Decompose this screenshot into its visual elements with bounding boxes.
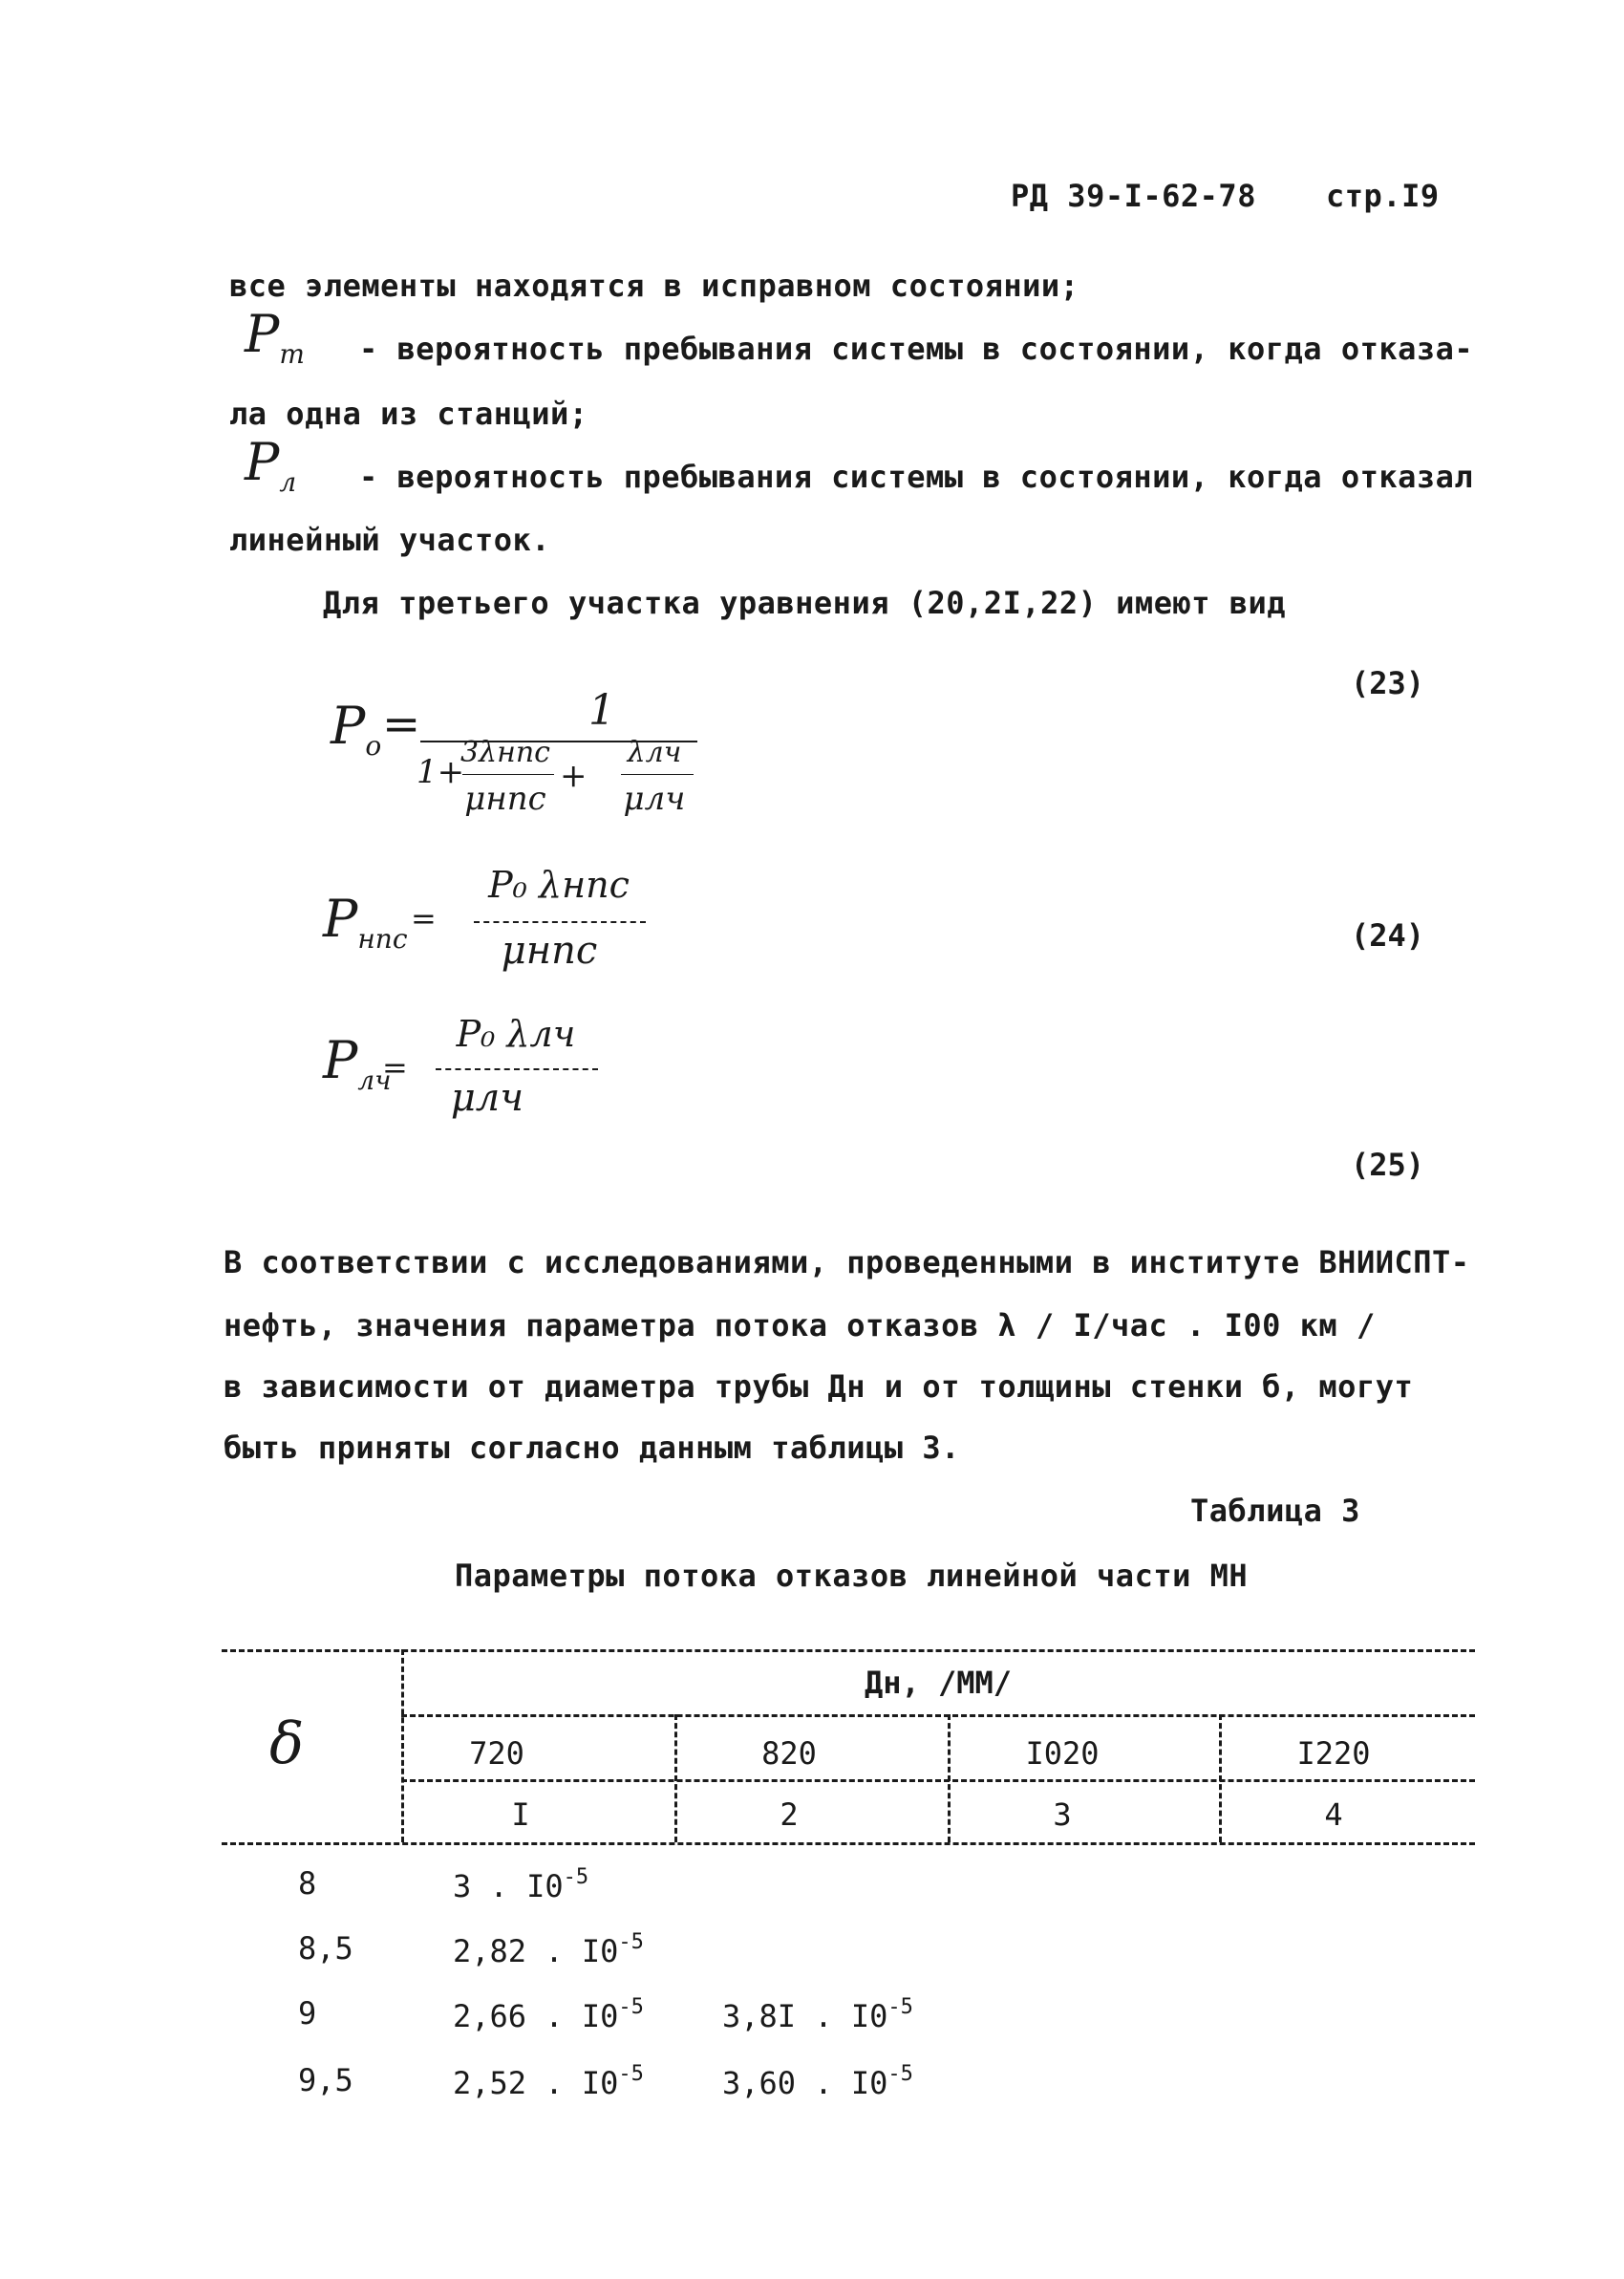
- value-mantissa: 3 . I0: [453, 1868, 564, 1904]
- table-rule-numbers-top: [401, 1779, 1475, 1782]
- equation-number-24: (24): [1351, 917, 1425, 954]
- group-header: Дн, /ММ/: [864, 1665, 1013, 1701]
- intro-line: все элементы находятся в исправном состоянии;: [229, 268, 1079, 304]
- page-number: стр.I9: [1326, 178, 1440, 214]
- eq23-denominator-prefix: 1+: [417, 753, 465, 791]
- lhs-base: P: [331, 696, 366, 756]
- diameter-cell: I020: [1025, 1735, 1100, 1772]
- eq25-denominator: μлч: [450, 1076, 524, 1120]
- eq23-term1-bar: [462, 774, 554, 775]
- thickness-cell: 9: [298, 1995, 317, 2032]
- body-line: нефть, значения параметра потока отказов λ / I/час . I00 км /: [224, 1307, 1376, 1344]
- lhs-base: P: [323, 1030, 358, 1090]
- eq23-term2-denominator: μлч: [623, 780, 686, 818]
- eq25-lhs: [323, 1030, 392, 1096]
- column-number-cell: 3: [1053, 1796, 1072, 1833]
- value-mantissa: 2,66 . I0: [453, 1998, 619, 2034]
- eq24-fraction-bar: [474, 921, 646, 923]
- eq25-equals: =: [382, 1049, 408, 1086]
- lhs-subscript: нпс: [357, 923, 408, 955]
- eq23-term1-denominator: μнпс: [464, 780, 546, 818]
- column-number-cell: 4: [1324, 1796, 1343, 1833]
- equation-number-25: (25): [1351, 1147, 1425, 1183]
- thickness-cell: 8: [298, 1865, 317, 1902]
- value-exponent: -5: [887, 1995, 913, 2019]
- value-exponent: -5: [618, 2062, 644, 2086]
- equation-number-23: (23): [1351, 665, 1425, 701]
- body-line: быть приняты согласно данным таблицы 3.: [224, 1430, 960, 1466]
- eq23-plus: +: [560, 757, 588, 795]
- thickness-cell: 8,5: [298, 1930, 353, 1967]
- value-exponent: -5: [887, 2062, 913, 2086]
- symbol-base: P: [245, 432, 280, 492]
- diameter-cell: 820: [761, 1735, 817, 1772]
- value-exponent: -5: [563, 1865, 589, 1889]
- column-number-cell: 2: [780, 1796, 799, 1833]
- symbol-base: P: [245, 304, 280, 364]
- eq24-numerator: P₀ λнпс: [488, 864, 630, 906]
- lhs-subscript: о: [365, 730, 382, 762]
- eq24-denominator: μнпс: [501, 929, 598, 973]
- body-line: в зависимости от диаметра трубы Дн и от толщины стенки б, могут: [224, 1368, 1414, 1405]
- lhs-subscript: лч: [357, 1064, 392, 1096]
- symbol-p-t: [245, 304, 305, 370]
- value-mantissa: 3,60 . I0: [722, 2065, 888, 2101]
- value-cell: [722, 1995, 913, 2034]
- symbol-subscript: т: [279, 338, 305, 370]
- value-cell: [453, 2062, 644, 2101]
- value-cell: [453, 1930, 644, 1969]
- symbol-subscript: л: [279, 466, 297, 498]
- value-exponent: -5: [618, 1930, 644, 1954]
- delta-symbol: δ: [269, 1710, 305, 1777]
- thickness-cell: 9,5: [298, 2062, 353, 2098]
- value-mantissa: 3,8I . I0: [722, 1998, 888, 2034]
- eq23-numerator: 1: [588, 686, 615, 735]
- definition-p-t-line1: - вероятность пребывания системы в состоянии, когда отказа-: [359, 331, 1474, 367]
- eq23-term2-bar: [621, 774, 694, 775]
- definition-p-l-line1: - вероятность пребывания системы в состоянии, когда отказал: [359, 459, 1474, 495]
- lhs-base: P: [323, 889, 358, 949]
- eq25-fraction-bar: [436, 1068, 598, 1070]
- definition-p-l-line2: линейный участок.: [229, 522, 551, 558]
- table-title: Параметры потока отказов линейной части МН: [455, 1558, 1249, 1594]
- symbol-p-l: [245, 432, 296, 498]
- table-label: Таблица 3: [1190, 1493, 1360, 1529]
- definition-p-t-line2: ла одна из станций;: [229, 396, 588, 432]
- eq24-lhs: [323, 889, 408, 955]
- lead-sentence: Для третьего участка уравнения (20,2I,22) имеют вид: [323, 585, 1287, 621]
- value-cell: [453, 1865, 588, 1904]
- diameter-cell: 720: [469, 1735, 524, 1772]
- table-rule-top: [222, 1649, 1475, 1652]
- value-mantissa: 2,52 . I0: [453, 2065, 619, 2101]
- eq23-equals: =: [382, 698, 421, 751]
- column-number-cell: I: [511, 1796, 530, 1833]
- table-rule-header-bottom: [222, 1842, 1475, 1845]
- value-cell: [453, 1995, 644, 2034]
- table-rule-diameters-top: [401, 1714, 1475, 1717]
- eq23-term2-numerator: λлч: [627, 736, 682, 769]
- eq24-equals: =: [411, 900, 437, 936]
- document-code: РД 39-I-62-78: [1011, 178, 1256, 214]
- diameter-cell: I220: [1296, 1735, 1371, 1772]
- value-mantissa: 2,82 . I0: [453, 1933, 619, 1969]
- value-cell: [722, 2062, 913, 2101]
- value-exponent: -5: [618, 1995, 644, 2019]
- eq23-lhs: [331, 696, 381, 762]
- body-line: В соответствии с исследованиями, проведенными в институте ВНИИСПТ-: [224, 1244, 1470, 1280]
- eq25-numerator: P₀ λлч: [456, 1013, 576, 1055]
- eq23-term1-numerator: 3λнпс: [460, 736, 550, 769]
